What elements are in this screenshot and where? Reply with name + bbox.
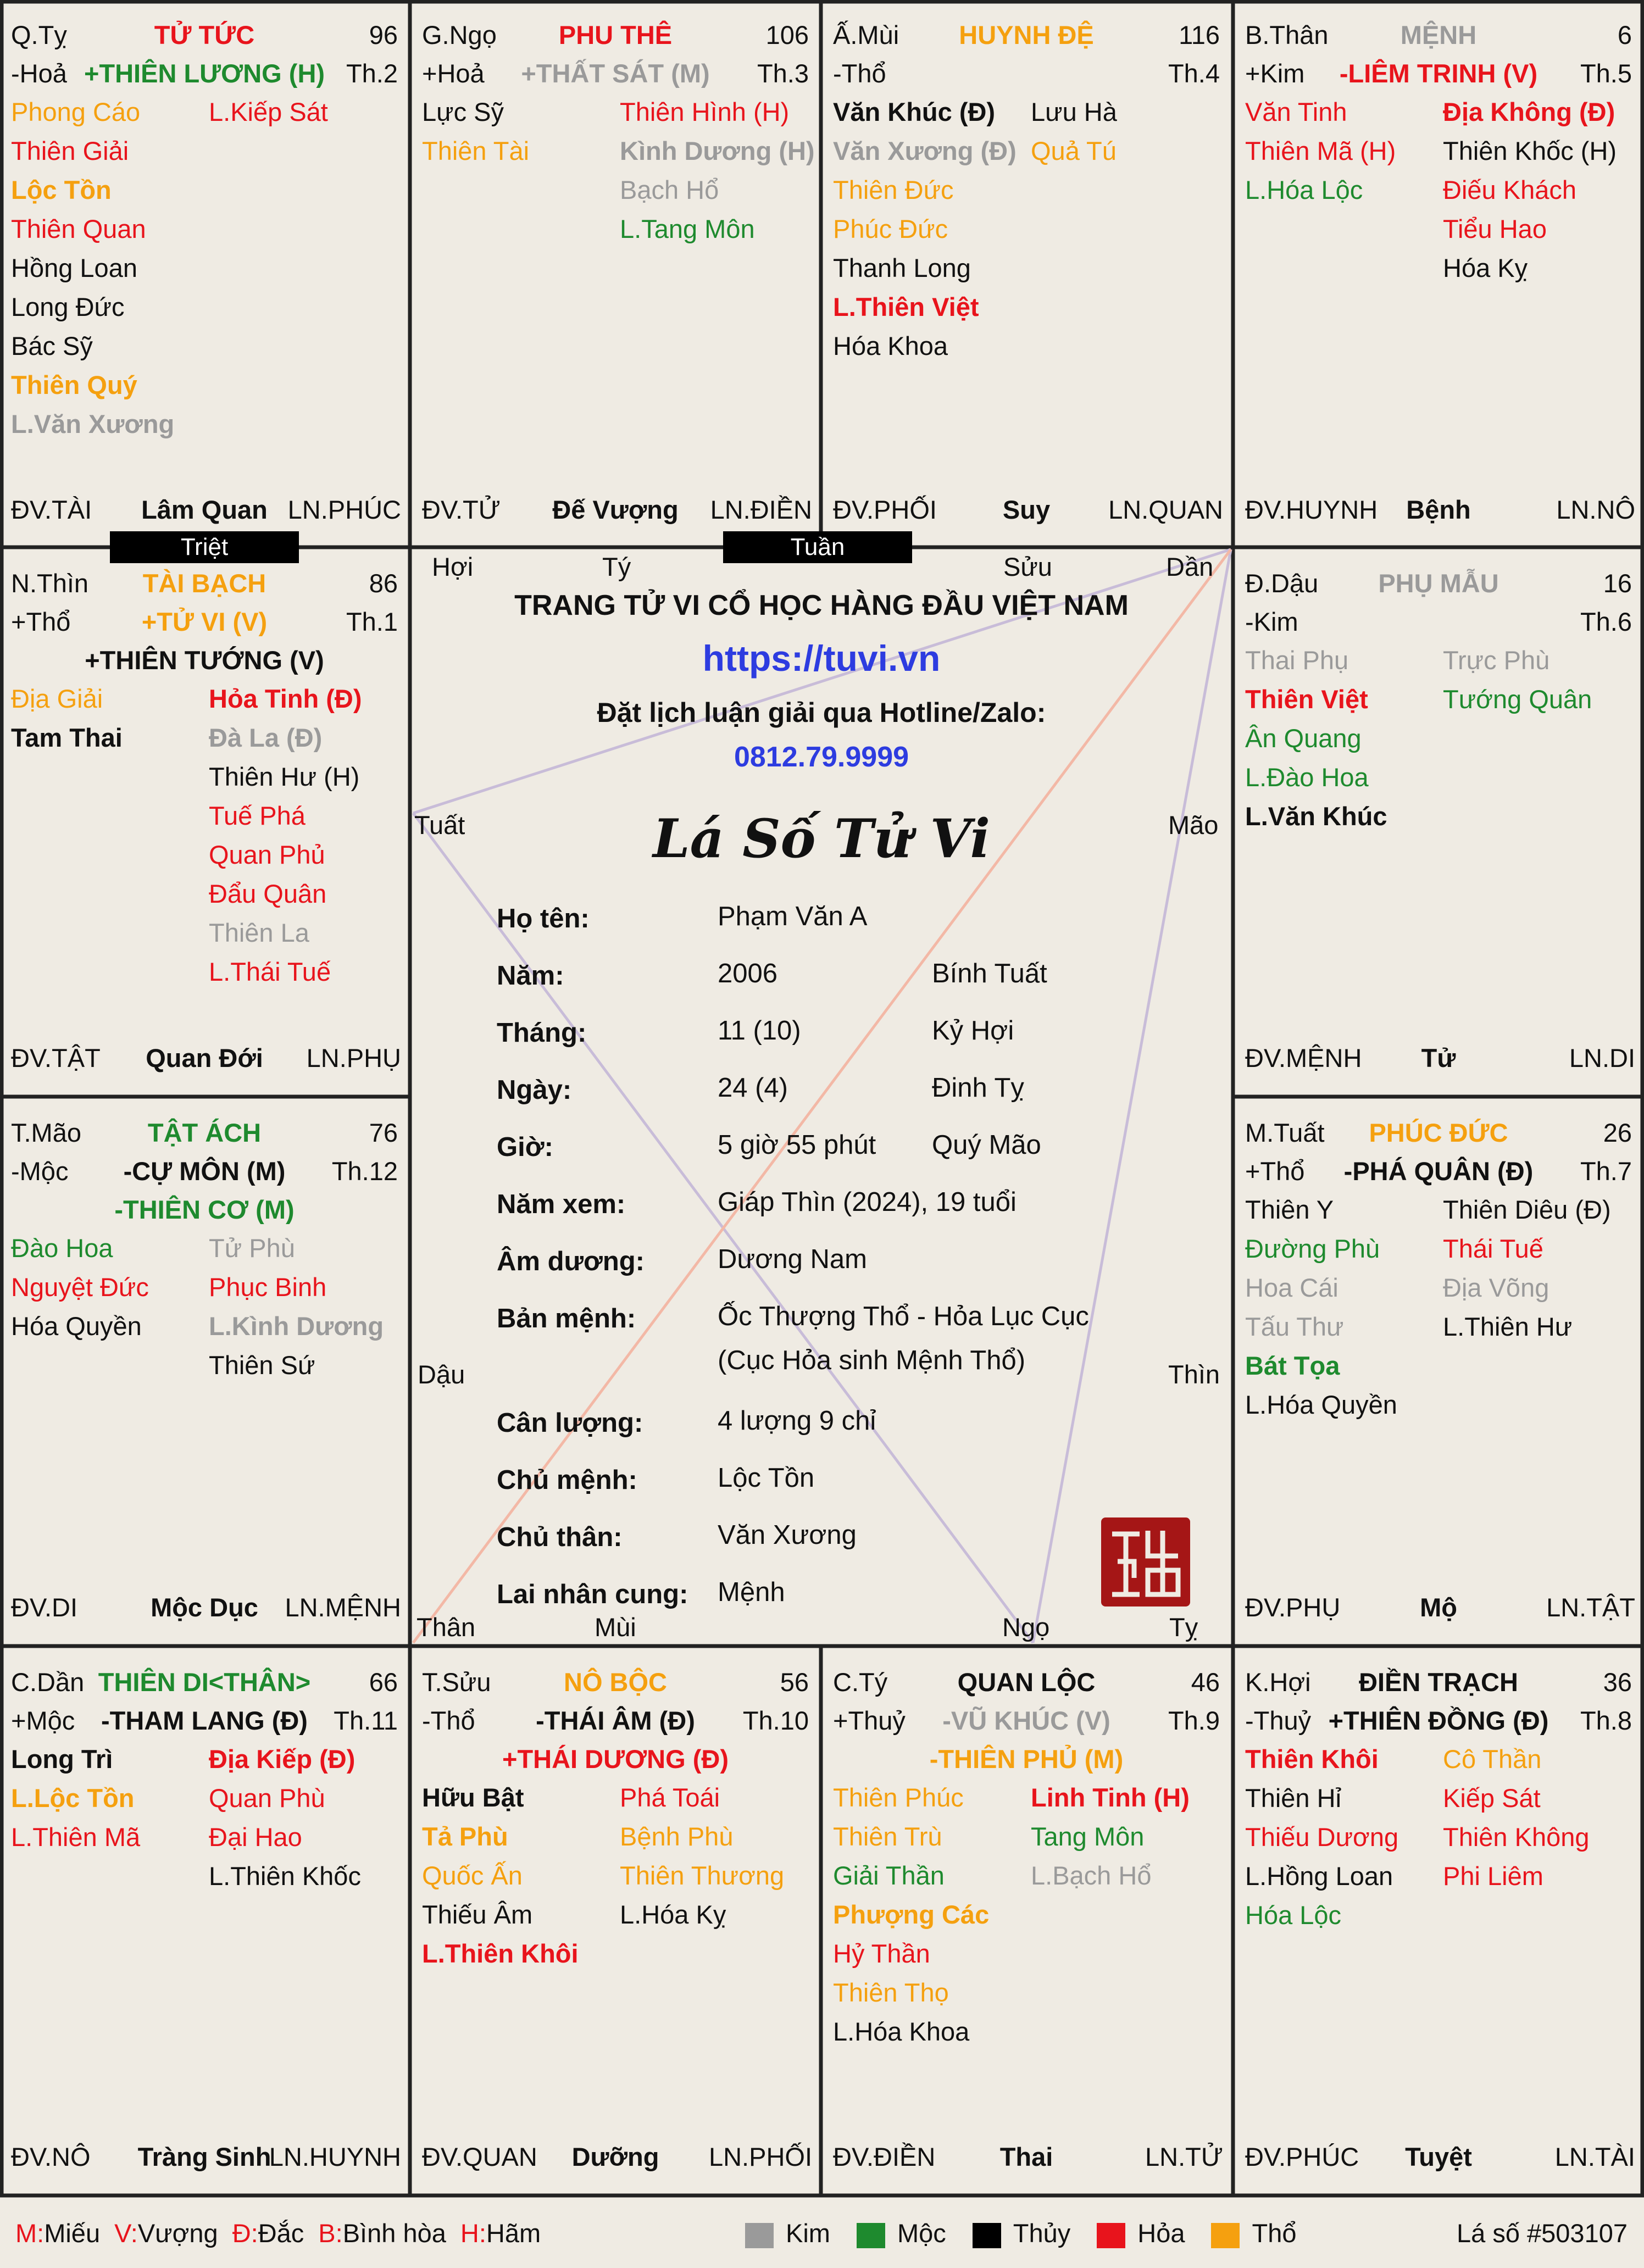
- info-label: Lai nhân cung:: [497, 1580, 688, 1609]
- branch-label-ty: Tý: [602, 552, 631, 581]
- palace-stem: Ấ.Mùi: [833, 20, 899, 49]
- palace-dan[interactable]: [0, 1647, 409, 2194]
- minor-star: Tam Thai: [11, 723, 123, 752]
- palace-stem: Đ.Dậu: [1245, 569, 1319, 598]
- legend-mark: B:Bình hòa: [318, 2219, 446, 2248]
- legend-element: Hỏa: [1097, 2219, 1185, 2248]
- minor-star: L.Đào Hoa: [1245, 763, 1369, 792]
- main-star: +THIÊN LƯƠNG (H): [84, 59, 325, 88]
- legend-mark: V:Vượng: [114, 2219, 218, 2248]
- palace-stem: G.Ngọ: [422, 20, 497, 49]
- info-label: Chủ thân:: [497, 1522, 623, 1552]
- info-value: 2006: [718, 959, 778, 988]
- palace-ty[interactable]: [0, 0, 409, 547]
- palace-than[interactable]: [1234, 0, 1643, 547]
- minor-star: Tuế Phá: [209, 801, 306, 830]
- info-extra: Bính Tuất: [932, 959, 1047, 988]
- minor-star: Thiếu Dương: [1245, 1822, 1399, 1852]
- info-value: 24 (4): [718, 1073, 788, 1103]
- minor-star: Đường Phù: [1245, 1234, 1380, 1263]
- minor-star: Hoa Cái: [1245, 1273, 1338, 1302]
- minor-star: Thiên Hỉ: [1245, 1783, 1342, 1813]
- palace-yin-yang: -Hoả: [11, 59, 67, 88]
- minor-star: Thiên Thọ: [833, 1978, 949, 2007]
- footer-ln: LN.DI: [1569, 1043, 1635, 1072]
- color-swatch: [1211, 2223, 1240, 2248]
- palace-age: 116: [1179, 20, 1220, 49]
- band-tuan: Tuần: [723, 531, 912, 563]
- minor-star: Tang Môn: [1031, 1822, 1145, 1851]
- branch-label-thin: Thìn: [1168, 1360, 1220, 1389]
- legend-marks: [15, 2209, 555, 2258]
- info-value: Ốc Thượng Thổ - Hỏa Lục Cục: [718, 1302, 1089, 1331]
- palace-stem: Q.Tỵ: [11, 20, 67, 49]
- minor-star: Tướng Quân: [1443, 685, 1592, 714]
- footer-stage: Dưỡng: [571, 2142, 659, 2171]
- site-url[interactable]: https://tuvi.vn: [702, 638, 941, 679]
- minor-star: Thanh Long: [833, 253, 971, 282]
- footer-stage: Tuyệt: [1405, 2142, 1472, 2171]
- minor-star: Phượng Các: [833, 1900, 990, 1929]
- minor-star: Hóa Khoa: [833, 331, 948, 360]
- minor-star: Phúc Đức: [833, 214, 948, 243]
- minor-star: Bệnh Phù: [620, 1822, 734, 1851]
- palace-stem: T.Sửu: [422, 1667, 491, 1697]
- palace-yin-yang: -Kim: [1245, 607, 1298, 636]
- main-star: +THIÊN TƯỚNG (V): [85, 646, 324, 675]
- minor-star: Linh Tinh (H): [1031, 1783, 1190, 1812]
- main-star: -CỰ MÔN (M): [123, 1157, 286, 1186]
- minor-star: Thiên Đức: [833, 175, 954, 204]
- palace-th: Th.2: [346, 59, 398, 88]
- minor-star: Địa Kiếp (Đ): [209, 1744, 356, 1774]
- palace-th: Th.3: [757, 59, 809, 88]
- minor-star: Long Trì: [11, 1744, 113, 1774]
- minor-star: Tử Phù: [209, 1233, 295, 1263]
- palace-stem: B.Thân: [1245, 20, 1329, 49]
- footer-dv: ĐV.TỬ: [422, 495, 501, 524]
- footer-ln: LN.HUYNH: [269, 2142, 401, 2171]
- palace-name: QUAN LỘC: [957, 1667, 1096, 1697]
- footer-dv: ĐV.QUAN: [422, 2142, 537, 2171]
- main-star: -THIÊN PHỦ (M): [929, 1744, 1124, 1774]
- minor-star: L.Văn Khúc: [1245, 802, 1387, 831]
- minor-star: Quan Phủ: [209, 840, 325, 869]
- minor-star: Địa Võng: [1443, 1273, 1549, 1302]
- minor-star: Ân Quang: [1245, 724, 1362, 753]
- minor-star: Điếu Khách: [1443, 175, 1576, 204]
- footer-dv: ĐV.TÀI: [11, 495, 92, 524]
- legend-element: Kim: [745, 2219, 830, 2248]
- minor-star: Bác Sỹ: [11, 331, 93, 360]
- minor-star: L.Thái Tuế: [209, 957, 331, 986]
- palace-age: 96: [369, 20, 398, 49]
- footer-stage: Suy: [1002, 495, 1051, 524]
- minor-star: Giải Thần: [833, 1861, 945, 1890]
- palace-name: ĐIỀN TRẠCH: [1359, 1667, 1518, 1697]
- main-star: -THÁI ÂM (Đ): [536, 1706, 695, 1735]
- branch-label-dan: Dần: [1166, 552, 1214, 581]
- palace-yin-yang: -Thuỷ: [1245, 1706, 1312, 1735]
- footer-dv: ĐV.PHỐI: [833, 495, 937, 524]
- palace-age: 106: [765, 20, 809, 49]
- palace-name: PHU THÊ: [558, 20, 673, 49]
- footer-stage: Bệnh: [1406, 495, 1471, 524]
- info-value: 5 giờ 55 phút: [718, 1130, 876, 1160]
- footer-ln: LN.QUAN: [1108, 495, 1223, 524]
- minor-star: L.Kình Dương: [209, 1311, 384, 1341]
- minor-star: Thiên Thương: [620, 1861, 785, 1890]
- info-value: Lộc Tồn: [718, 1463, 815, 1493]
- info-extra: Đinh Tỵ: [932, 1073, 1024, 1103]
- palace-age: 6: [1617, 20, 1632, 49]
- color-swatch: [745, 2223, 774, 2248]
- minor-star: Thiên Giải: [11, 136, 129, 165]
- branch-label-suu: Sửu: [1003, 552, 1052, 581]
- palace-th: Th.12: [331, 1157, 398, 1186]
- palace-stem: N.Thìn: [11, 569, 89, 598]
- footer-stage: Tử: [1421, 1043, 1456, 1072]
- minor-star: Lực Sỹ: [422, 97, 504, 126]
- main-star: +THIÊN ĐỒNG (Đ): [1328, 1706, 1549, 1735]
- minor-star: Lộc Tồn: [11, 175, 112, 204]
- palace-th: Th.6: [1580, 607, 1632, 636]
- palace-yin-yang: +Hoả: [422, 59, 485, 88]
- footer-ln: LN.TẬT: [1546, 1593, 1635, 1622]
- minor-star: Tả Phù: [422, 1822, 508, 1851]
- palace-stem: K.Hợi: [1245, 1667, 1311, 1697]
- minor-star: Văn Tinh: [1245, 97, 1347, 126]
- minor-star: Quốc Ấn: [422, 1861, 523, 1890]
- minor-star: Phi Liêm: [1443, 1861, 1543, 1891]
- palace-age: 66: [369, 1667, 398, 1697]
- minor-star: Phá Toái: [620, 1783, 720, 1812]
- footer-ln: LN.NÔ: [1556, 495, 1635, 524]
- minor-star: Bát Tọa: [1245, 1351, 1340, 1380]
- palace-name: PHÚC ĐỨC: [1369, 1118, 1508, 1147]
- palace-yin-yang: -Thổ: [833, 59, 886, 88]
- main-star: -LIÊM TRINH (V): [1339, 59, 1538, 88]
- minor-star: Đại Hao: [209, 1822, 302, 1852]
- minor-star: L.Hóa Quyền: [1245, 1390, 1397, 1419]
- minor-star: Trực Phù: [1443, 646, 1550, 675]
- minor-star: L.Hóa Khoa: [833, 2017, 970, 2046]
- footer-ln: LN.MỆNH: [285, 1593, 401, 1622]
- footer-ln: LN.TÀI: [1554, 2142, 1635, 2171]
- branch-label-than: Thân: [416, 1613, 476, 1642]
- info-label: Năm:: [497, 961, 564, 991]
- branch-label-tyb: Tỵ: [1169, 1613, 1198, 1642]
- minor-star: Thiên Khốc (H): [1443, 136, 1617, 165]
- palace-age: 16: [1603, 569, 1632, 598]
- minor-star: L.Thiên Khôi: [422, 1939, 579, 1968]
- palace-suu[interactable]: [411, 1647, 820, 2194]
- minor-star: Phong Cáo: [11, 97, 141, 126]
- main-star: -THIÊN CƠ (M): [114, 1195, 295, 1224]
- palace-yin-yang: +Thổ: [1245, 1157, 1305, 1186]
- legend-element: Thủy: [973, 2219, 1071, 2248]
- minor-star: Quả Tú: [1031, 136, 1117, 165]
- palace-stem: M.Tuất: [1245, 1118, 1325, 1147]
- minor-star: Địa Không (Đ): [1443, 97, 1615, 126]
- palace-th: Th.10: [742, 1706, 809, 1735]
- minor-star: Quan Phù: [209, 1783, 325, 1813]
- color-swatch: [1097, 2223, 1125, 2248]
- info-label: Giờ:: [497, 1132, 553, 1162]
- minor-star: Đà La (Đ): [209, 723, 323, 752]
- branch-label-dau: Dậu: [418, 1360, 465, 1389]
- info-value: Dương Nam: [718, 1244, 867, 1274]
- minor-star: Hóa Kỵ: [1443, 253, 1528, 282]
- palace-th: Th.9: [1168, 1706, 1220, 1735]
- minor-star: L.Hóa Lộc: [1245, 175, 1363, 204]
- minor-star: Thái Tuế: [1443, 1234, 1543, 1263]
- footer-ln: LN.PHỐI: [708, 2142, 812, 2171]
- palace-name: THIÊN DI<THÂN>: [98, 1667, 311, 1697]
- palace-stem: C.Tý: [833, 1667, 888, 1697]
- info-value: 4 lượng 9 chỉ: [718, 1406, 876, 1436]
- minor-star: Thiên Quan: [11, 214, 146, 243]
- palace-name: MỆNH: [1400, 20, 1477, 49]
- main-star: +THÁI DƯƠNG (Đ): [502, 1744, 729, 1774]
- main-star: +TỬ VI (V): [141, 607, 268, 636]
- info-value: Phạm Văn A: [718, 902, 868, 931]
- minor-star: Hữu Bật: [422, 1783, 524, 1812]
- minor-star: Cô Thần: [1443, 1744, 1542, 1774]
- palace-age: 76: [369, 1118, 398, 1147]
- palace-age: 26: [1603, 1118, 1632, 1147]
- minor-star: Đào Hoa: [11, 1233, 113, 1263]
- minor-star: Bạch Hổ: [620, 175, 719, 204]
- palace-age: 56: [780, 1667, 809, 1697]
- minor-star: Hồng Loan: [11, 253, 137, 282]
- phone-number[interactable]: 0812.79.9999: [734, 741, 909, 773]
- legend-elements: [745, 2209, 1323, 2258]
- palace-age: 36: [1603, 1667, 1632, 1697]
- palace-name: TẬT ÁCH: [147, 1118, 262, 1147]
- footer-dv: ĐV.PHỤ: [1245, 1593, 1341, 1622]
- minor-star: L.Hồng Loan: [1245, 1861, 1393, 1891]
- minor-star: Văn Khúc (Đ): [833, 97, 996, 126]
- color-swatch: [857, 2223, 885, 2248]
- color-swatch: [973, 2223, 1001, 2248]
- minor-star: Hóa Lộc: [1245, 1900, 1342, 1930]
- palace-yin-yang: +Thuỷ: [833, 1706, 906, 1735]
- minor-star: Long Đức: [11, 292, 125, 321]
- info-label: Bản mệnh:: [497, 1304, 636, 1333]
- footer-dv: ĐV.MỆNH: [1245, 1043, 1362, 1072]
- minor-star: Hỷ Thần: [833, 1939, 930, 1968]
- palace-th: Th.4: [1168, 59, 1220, 88]
- palace-dau[interactable]: [1234, 548, 1643, 1096]
- palace-yin-yang: -Mộc: [11, 1157, 69, 1186]
- info-label: Họ tên:: [497, 904, 590, 933]
- minor-star: Thai Phụ: [1245, 646, 1349, 675]
- minor-star: Thiên Hình (H): [620, 97, 790, 126]
- minor-star: Thiên Khôi: [1245, 1744, 1379, 1774]
- info-value: Văn Xương: [718, 1520, 857, 1550]
- footer-stage: Thai: [999, 2142, 1053, 2171]
- minor-star: L.Bạch Hổ: [1031, 1861, 1152, 1890]
- info-value: Giáp Thìn (2024), 19 tuổi: [718, 1187, 1017, 1217]
- site-title: TRANG TỬ VI CỔ HỌC HÀNG ĐẦU VIỆT NAM: [514, 590, 1129, 621]
- branch-label-mao: Mão: [1168, 810, 1219, 840]
- footer-ln: LN.PHỤ: [306, 1043, 401, 1072]
- palace-stem: C.Dần: [11, 1667, 85, 1697]
- info-label: Năm xem:: [497, 1189, 626, 1219]
- info-extra: Quý Mão: [932, 1130, 1041, 1160]
- legend-mark: H:Hãm: [460, 2219, 541, 2248]
- palace-name: HUYNH ĐỆ: [959, 20, 1094, 49]
- minor-star: Thiếu Âm: [422, 1900, 533, 1929]
- footer-ln: LN.TỬ: [1145, 2142, 1223, 2171]
- footer-ln: LN.ĐIỀN: [710, 495, 812, 524]
- minor-star: L.Thiên Khốc: [209, 1861, 361, 1891]
- info-label: Ngày:: [497, 1075, 572, 1105]
- info-label: Âm dương:: [497, 1247, 645, 1276]
- palace-stem: T.Mão: [11, 1118, 81, 1147]
- main-star: -THAM LANG (Đ): [101, 1706, 308, 1735]
- minor-star: Tấu Thư: [1245, 1312, 1344, 1341]
- minor-star: Thiên Sứ: [209, 1350, 315, 1380]
- palace-mao[interactable]: [0, 1098, 409, 1645]
- minor-star: Đẩu Quân: [209, 879, 327, 908]
- palace-age: 86: [369, 569, 398, 598]
- seal-stamp: [1101, 1517, 1190, 1606]
- minor-star: Lưu Hà: [1031, 97, 1117, 126]
- minor-star: L.Hóa Kỵ: [620, 1900, 726, 1929]
- palace-yin-yang: -Thổ: [422, 1706, 475, 1735]
- minor-star: Phục Binh: [209, 1272, 327, 1302]
- minor-star: L.Thiên Hư: [1443, 1312, 1573, 1341]
- branch-label-mui: Mùi: [595, 1613, 636, 1642]
- minor-star: Thiên Hư (H): [209, 762, 360, 791]
- legend-element: Mộc: [857, 2219, 946, 2248]
- minor-star: Thiên La: [209, 918, 309, 947]
- minor-star: Kiếp Sát: [1443, 1783, 1541, 1813]
- minor-star: Kình Dương (H): [620, 136, 815, 165]
- palace-th: Th.5: [1580, 59, 1632, 88]
- branch-label-hoi: Hợi: [432, 552, 474, 581]
- palace-yin-yang: +Mộc: [11, 1706, 75, 1735]
- footer-stage: Lâm Quan: [141, 495, 268, 524]
- footer-dv: ĐV.DI: [11, 1593, 78, 1622]
- footer-dv: ĐV.TẬT: [11, 1043, 101, 1072]
- minor-star: Thiên Phúc: [833, 1783, 964, 1812]
- palace-hoi[interactable]: [1234, 1647, 1643, 2194]
- minor-star: Hỏa Tinh (Đ): [209, 684, 362, 713]
- minor-star: Thiên Trù: [833, 1822, 942, 1851]
- info-label: Cân lượng:: [497, 1408, 643, 1438]
- minor-star: Thiên Y: [1245, 1195, 1334, 1224]
- palace-yin-yang: +Thổ: [11, 607, 71, 636]
- palace-th: Th.8: [1580, 1706, 1632, 1735]
- palace-mui[interactable]: [822, 0, 1231, 547]
- footer-stage: Mộc Dục: [151, 1593, 258, 1622]
- palace-ngo[interactable]: [411, 0, 820, 547]
- footer-stage: Tràng Sinh: [137, 2142, 271, 2171]
- footer-ln: LN.PHÚC: [287, 495, 401, 524]
- branch-label-tuat: Tuất: [414, 810, 465, 840]
- footer-dv: ĐV.PHÚC: [1245, 2142, 1359, 2171]
- info-label: Chủ mệnh:: [497, 1465, 637, 1495]
- legend-mark: Đ:Đắc: [232, 2219, 304, 2248]
- footer-dv: ĐV.HUYNH: [1245, 495, 1378, 524]
- minor-star: Thiên Việt: [1245, 685, 1368, 714]
- minor-star: Địa Giải: [11, 684, 103, 713]
- palace-th: Th.7: [1580, 1157, 1632, 1186]
- minor-star: Thiên Diêu (Đ): [1443, 1195, 1611, 1224]
- minor-star: Hóa Quyền: [11, 1311, 142, 1341]
- band-triet: Triệt: [110, 531, 299, 563]
- palace-thin[interactable]: [0, 548, 409, 1096]
- minor-star: L.Thiên Mã: [11, 1822, 141, 1852]
- palace-tuat[interactable]: [1234, 1098, 1643, 1645]
- info-value: (Cục Hỏa sinh Mệnh Thổ): [718, 1346, 1026, 1375]
- minor-star: Thiên Mã (H): [1245, 136, 1396, 165]
- main-star: -PHÁ QUÂN (Đ): [1343, 1157, 1534, 1186]
- minor-star: Văn Xương (Đ): [833, 136, 1017, 165]
- footer-dv: ĐV.ĐIỀN: [833, 2142, 936, 2171]
- palace-th: Th.1: [346, 607, 398, 636]
- minor-star: Thiên Không: [1443, 1822, 1590, 1852]
- minor-star: Thiên Tài: [422, 136, 530, 165]
- minor-star: L.Thiên Việt: [833, 292, 979, 321]
- minor-star: Tiểu Hao: [1443, 214, 1547, 243]
- main-star: -VŨ KHÚC (V): [942, 1706, 1110, 1735]
- palace-yin-yang: +Kim: [1245, 59, 1305, 88]
- info-value: 11 (10): [718, 1016, 801, 1046]
- minor-star: L.Tang Môn: [620, 214, 755, 243]
- minor-star: Thiên Quý: [11, 370, 137, 399]
- minor-star: L.Văn Xương: [11, 409, 175, 438]
- legend-mark: M:Miếu: [15, 2219, 101, 2248]
- palace-th: Th.11: [334, 1706, 398, 1735]
- info-value: Mệnh: [718, 1577, 785, 1607]
- legend-element: Thổ: [1211, 2219, 1296, 2248]
- chart-title: Lá Số Tử Vi: [653, 808, 990, 870]
- palace-name: PHỤ MẪU: [1378, 569, 1499, 598]
- footer-dv: ĐV.NÔ: [11, 2142, 91, 2171]
- palace-age: 46: [1191, 1667, 1220, 1697]
- palace-tyy[interactable]: [822, 1647, 1231, 2194]
- footer-stage: Đế Vượng: [552, 495, 679, 524]
- chart-id: Lá số #503107: [1456, 2219, 1628, 2248]
- footer-stage: Quan Đới: [146, 1043, 263, 1072]
- info-extra: Kỷ Hợi: [932, 1016, 1014, 1046]
- palace-name: TÀI BẠCH: [142, 569, 266, 598]
- minor-star: L.Kiếp Sát: [209, 97, 328, 126]
- palace-name: TỬ TỨC: [154, 20, 255, 49]
- minor-star: Nguyệt Đức: [11, 1272, 149, 1302]
- palace-name: NÔ BỘC: [564, 1667, 667, 1697]
- main-star: +THẤT SÁT (M): [521, 59, 710, 88]
- booking-text: Đặt lịch luận giải qua Hotline/Zalo:: [597, 697, 1046, 728]
- footer-stage: Mộ: [1420, 1593, 1457, 1622]
- info-label: Tháng:: [497, 1018, 587, 1048]
- branch-label-ngo: Ngọ: [1002, 1613, 1050, 1642]
- minor-star: L.Lộc Tồn: [11, 1783, 135, 1813]
